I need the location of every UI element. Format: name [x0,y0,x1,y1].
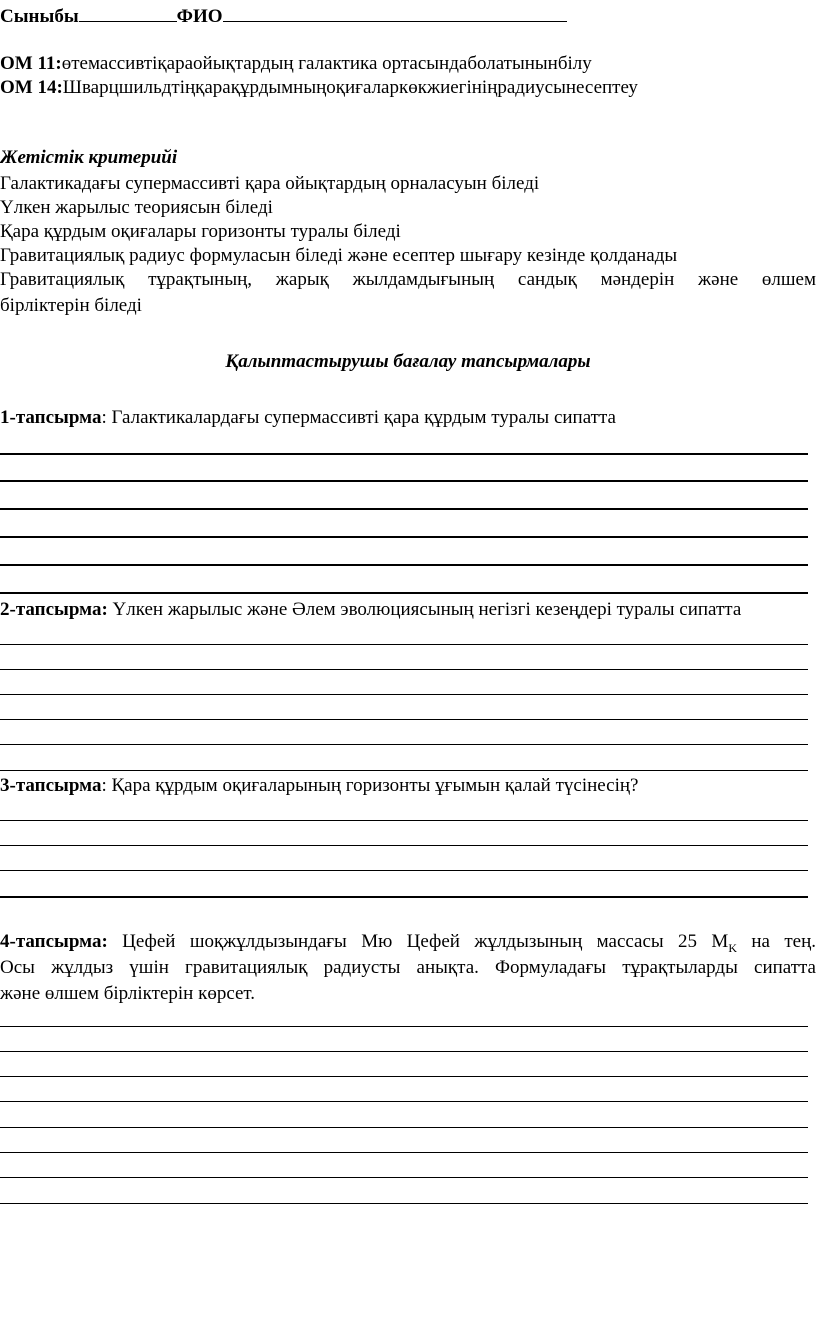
task-text-end: на тең. [736,931,816,952]
answer-line[interactable] [0,1051,808,1052]
answer-line[interactable] [0,770,808,771]
objective-code: ОМ 14: [0,77,63,98]
task-4-prompt-line2: Осы жұлдыз үшін гравитациялық радиусты анықта. Формуладағы тұрақтыларды сипатта [0,957,816,978]
answer-line[interactable] [0,896,808,898]
section-title: Қалыптастырушы бағалау тапсырмалары [225,351,591,372]
answer-line[interactable] [0,1203,808,1204]
answer-line[interactable] [0,453,808,455]
answer-line[interactable] [0,536,808,538]
criteria-title: Жетістік критерийі [0,147,178,168]
objective-11 [0,52,592,76]
criteria-item: Галактикадағы супермассивті қара ойықтардың орналасуын біледі [0,173,540,194]
criteria-item: бірліктерін біледі [0,295,142,316]
answer-line[interactable] [0,870,808,871]
answer-line[interactable] [0,1101,808,1102]
header-row [0,3,567,29]
task-text: Цефей шоқжұлдызындағы Мю Цефей жұлдызының массасы 25 M [107,931,729,952]
task-label: 2-тапсырма: [0,599,108,620]
criteria-item: Үлкен жарылыс теориясын біледі [0,197,273,218]
task-text: Галактикалардағы супермассивті қара құрдым туралы сипатта [106,407,616,428]
objective-code: ОМ 11: [0,53,62,74]
task-label: 3-тапсырма [0,775,102,796]
criteria-item: Қара құрдым оқиғалары горизонты туралы біледі [0,221,401,242]
class-field[interactable] [79,3,177,22]
task-text: Үлкен жарылыс және Әлем эволюциясының негізгі кезеңдері туралы сипатта [107,599,742,620]
answer-line[interactable] [0,508,808,510]
task-4-prompt-line3: және өлшем бірліктерін көрсет. [0,983,256,1004]
answer-line[interactable] [0,592,808,594]
criteria-item: Гравитациялық тұрақтының, жарық жылдамдығының сандық мәндерін және өлшем [0,269,816,290]
task-2-prompt [0,598,741,622]
answer-line[interactable] [0,1026,808,1027]
task-separator: : [101,407,107,428]
task-label: 4-тапсырма: [0,931,108,952]
criteria-item: Гравитациялық радиус формуласын біледі және есептер шығару кезінде қолданады [0,245,678,266]
answer-line[interactable] [0,1127,808,1128]
objective-text: Шварцшильдтіңқарақұрдымныңоқиғаларкөкжиегініңрадиусынесептеу [62,77,638,98]
task-text: Қара құрдым оқиғаларының горизонты ұғымын қалай түсінесің? [106,775,639,796]
name-label: ФИО [176,6,223,27]
mass-subscript: K [728,940,737,955]
objective-14 [0,76,638,100]
answer-line[interactable] [0,694,808,695]
task-label: 1-тапсырма [0,407,102,428]
answer-line[interactable] [0,564,808,566]
task-1-prompt [0,406,616,430]
name-field[interactable] [223,3,567,22]
answer-line[interactable] [0,820,808,821]
answer-line[interactable] [0,744,808,745]
answer-line[interactable] [0,644,808,645]
answer-line[interactable] [0,1152,808,1153]
objective-text: өтемассивтіқараойықтардың галактика ортасындаболатынынбілу [61,53,592,74]
task-separator: : [101,775,107,796]
class-label: Сыныбы [0,6,79,27]
answer-line[interactable] [0,1177,808,1178]
task-3-prompt [0,774,638,798]
answer-line[interactable] [0,719,808,720]
answer-line[interactable] [0,845,808,846]
answer-line[interactable] [0,1076,808,1077]
answer-line[interactable] [0,669,808,670]
answer-line[interactable] [0,480,808,482]
